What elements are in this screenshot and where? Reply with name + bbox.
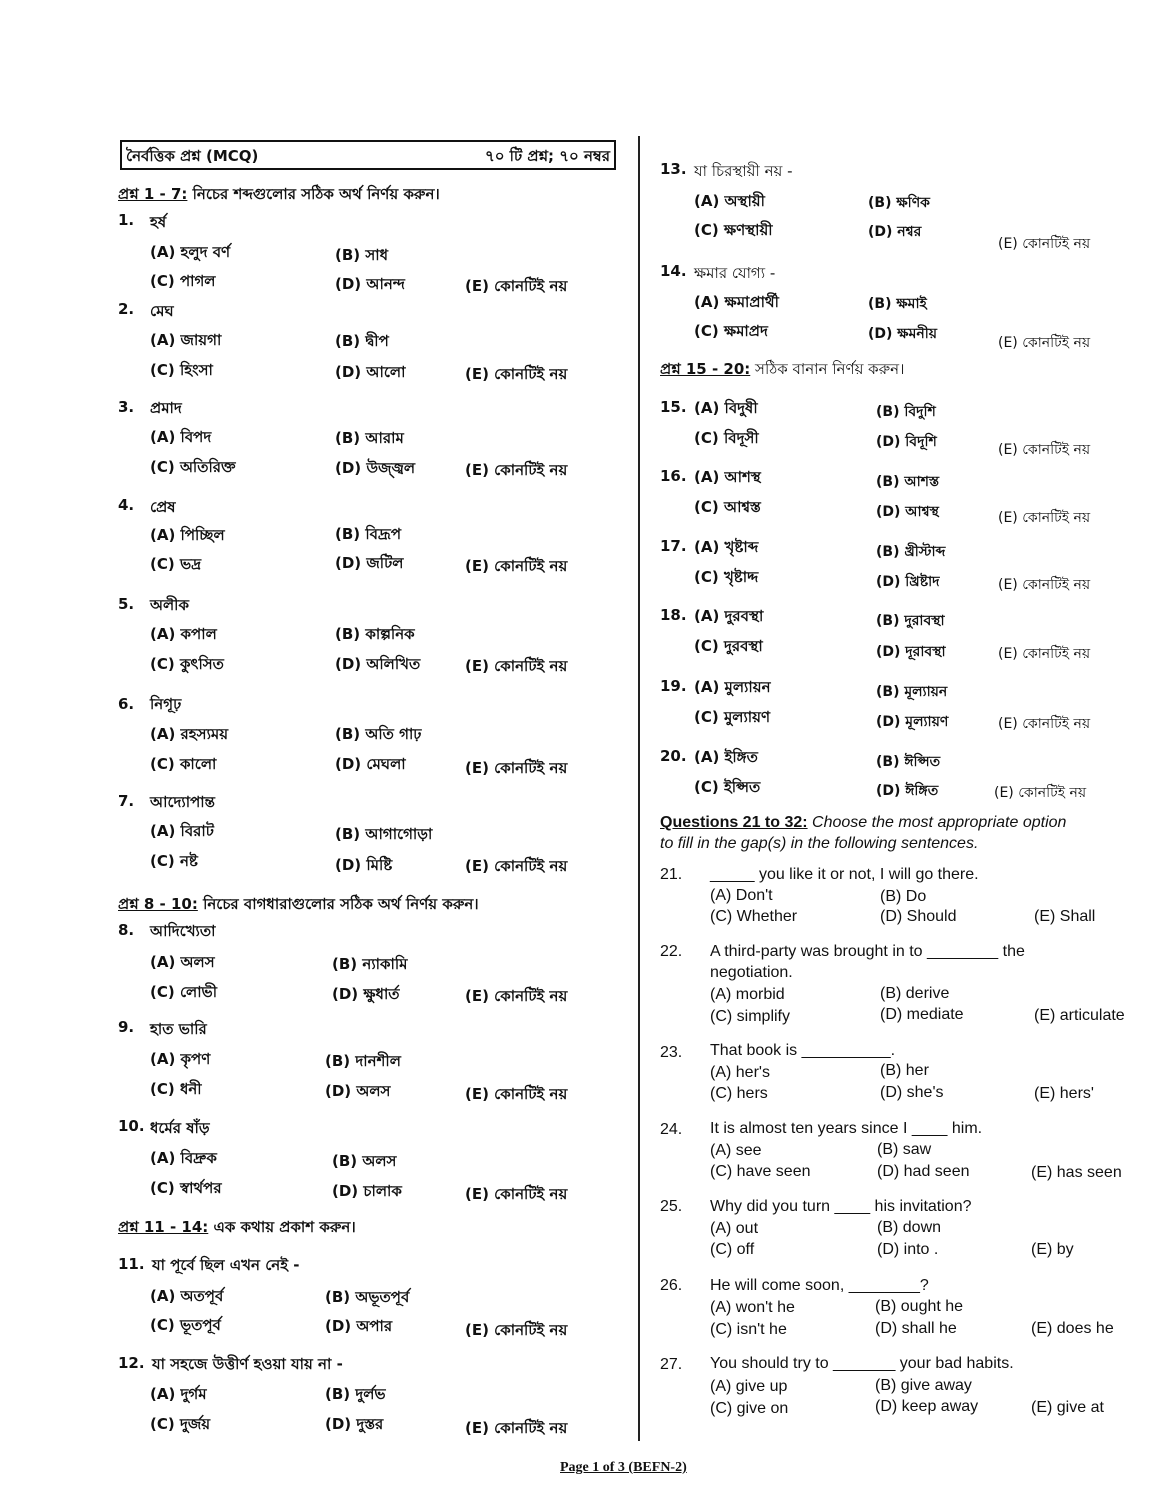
option-a: (A) কপাল (150, 625, 217, 643)
header-right-text: ৭০ টি প্রশ্ন; ৭০ নম্বর (484, 147, 610, 165)
option-e: (E) কোনটিই নয় (465, 759, 568, 777)
option-d: (D) দূরাবস্থা (876, 644, 946, 660)
section-heading-1 (118, 183, 440, 208)
option-a: (A) her's (710, 1064, 770, 1081)
option-d: (D) মূল্যায়ণ (876, 714, 949, 730)
question-number: 3. (118, 398, 135, 416)
section-instruction: সঠিক বানান নির্ণয় করুন। (750, 360, 905, 378)
option-a: (A) বিরাট (150, 822, 214, 840)
option-a: (A) কৃপণ (150, 1050, 211, 1068)
option-c: (C) আশ্বস্ত (694, 498, 761, 516)
question-text: Why did you turn ____ his invitation? (710, 1198, 972, 1215)
section-heading-3 (118, 1216, 356, 1241)
option-e: (E) কোনটিই নয় (998, 236, 1091, 252)
section-heading-2 (118, 893, 479, 918)
option-c: (C) অতিরিক্ত (150, 458, 236, 476)
option-e: (E) কোনটিই নয় (998, 716, 1091, 732)
option-c: (C) ভূতপূর্ব (150, 1316, 221, 1334)
question-text: It is almost ten years since I ____ him. (710, 1120, 983, 1137)
option-c: (C) কালো (150, 755, 217, 773)
option-e: (E) কোনটিই নয় (998, 510, 1091, 526)
option-e: (E) hers' (1034, 1085, 1094, 1102)
question-number: 13. (660, 160, 687, 178)
option-b: (B) saw (877, 1141, 932, 1158)
option-a: (A) মুল্যায়ন (694, 678, 771, 696)
question-number: 12. (118, 1354, 145, 1372)
english-section-heading (660, 814, 1066, 832)
question-number: 7. (118, 792, 135, 810)
option-c: (C) পাগল (150, 272, 216, 290)
option-d: (D) ক্ষুধার্ত (332, 985, 400, 1003)
question-number: 22. (660, 943, 683, 960)
question-text: যা চিরস্থায়ী নয় - (694, 162, 793, 180)
column-divider (638, 136, 640, 1441)
option-a: (A) morbid (710, 986, 785, 1003)
option-b: (B) কাল্পনিক (335, 625, 415, 643)
option-a: (A) ইঙ্গিত (694, 748, 758, 766)
option-a: (A) বিপদ (150, 428, 212, 446)
option-a: (A) out (710, 1220, 759, 1237)
option-d: (D) shall he (875, 1320, 957, 1337)
option-d: (D) Should (880, 908, 957, 925)
section-range: প্রশ্ন 15 - 20: (660, 360, 751, 378)
option-b: (B) খ্রীস্টাব্দ (876, 544, 946, 560)
section-instruction: নিচের শব্দগুলোর সঠিক অর্থ নির্ণয় করুন। (187, 185, 440, 203)
option-a: (A) পিচ্ছিল (150, 526, 225, 544)
option-d: (D) চালাক (332, 1182, 402, 1200)
option-d: (D) দুস্তর (325, 1415, 384, 1433)
option-c: (C) খৃষ্টাদ্দ (694, 568, 759, 586)
question-text: যা সহজে উত্তীর্ণ হওয়া যায় না - (152, 1355, 343, 1373)
option-b: (B) derive (880, 985, 950, 1002)
option-e: (E) কোনটিই নয় (465, 1185, 568, 1203)
option-a: (A) দুরবস্থা (694, 607, 764, 625)
option-c: (C) Whether (710, 908, 798, 925)
question-number: 24. (660, 1121, 683, 1138)
option-c: (C) have seen (710, 1163, 811, 1180)
option-c: (C) ক্ষমাপ্রদ (694, 322, 768, 340)
question-text: He will come soon, ________? (710, 1277, 929, 1294)
option-b: (B) আশস্ত (876, 474, 940, 490)
question-number: 17. (660, 537, 687, 555)
option-b: (B) আগাগোড়া (335, 825, 433, 843)
option-b: (B) ন্যাকামি (332, 955, 408, 973)
option-e: (E) কোনটিই নয় (465, 557, 568, 575)
option-e: (E) কোনটিই নয় (994, 785, 1087, 801)
option-d: (D) আনন্দ (335, 275, 405, 293)
option-c: (C) ইপ্সিত (694, 778, 761, 796)
option-c: (C) off (710, 1241, 755, 1258)
question-number: 21. (660, 866, 683, 883)
option-d: (D) খ্রিষ্টাদ (876, 574, 940, 590)
option-b: (B) অলস (332, 1152, 397, 1170)
question-number: 23. (660, 1044, 683, 1061)
option-d: (D) নশ্বর (868, 224, 922, 240)
question-number: 15. (660, 398, 687, 416)
option-a: (A) give up (710, 1378, 788, 1395)
question-number: 19. (660, 677, 687, 695)
option-b: (B) আরাম (335, 429, 404, 447)
option-c: (C) ক্ষণস্থায়ী (694, 221, 773, 239)
header-left-text: নৈর্বত্তিক প্রশ্ন (MCQ) (126, 147, 259, 165)
option-d: (D) mediate (880, 1006, 964, 1023)
question-text: যা পূর্বে ছিল এখন নেই - (152, 1256, 300, 1274)
mcq-header (120, 140, 616, 170)
option-a: (A) আশস্থ (694, 468, 761, 486)
option-a: (A) দুর্গম (150, 1385, 207, 1403)
question-number: 1. (118, 211, 135, 229)
option-e: (E) Shall (1034, 908, 1096, 925)
option-a: (A) অতপূর্ব (150, 1287, 224, 1305)
option-b: (B) অভূতপূর্ব (325, 1288, 410, 1306)
option-d: (D) জটিল (335, 554, 404, 572)
option-a: (A) Don't (710, 887, 773, 904)
option-b: (B) বিদ্রূপ (335, 525, 402, 543)
option-d: (D) অপার (325, 1317, 393, 1335)
option-b: (B) ক্ষণিক (868, 195, 930, 211)
option-d: (D) had seen (877, 1163, 970, 1180)
question-text: A third-party was brought in to ________ the (710, 943, 1025, 960)
option-b: (B) অতি গাঢ় (335, 725, 422, 743)
option-b: (B) মূল্যায়ন (876, 684, 948, 700)
section-instruction-cont: to fill in the gap(s) in the following sentences. (660, 835, 979, 852)
option-a: (A) অস্থায়ী (694, 192, 765, 210)
option-c: (C) লোভী (150, 983, 218, 1001)
question-number: 4. (118, 496, 135, 514)
question-number: 5. (118, 595, 135, 613)
option-d: (D) ক্ষমনীয় (868, 326, 938, 342)
option-d: (D) অলিখিত (335, 655, 421, 673)
question-text: ধর্মের ষাঁড় (150, 1119, 210, 1137)
option-a: (A) হলুদ বর্ণ (150, 243, 231, 261)
question-text-cont: negotiation. (710, 964, 793, 981)
option-e: (E) কোনটিই নয় (465, 461, 568, 479)
question-number: 10. (118, 1117, 145, 1135)
option-a: (A) অলস (150, 953, 215, 971)
section-range: Questions 21 to 32: (660, 814, 808, 831)
option-e: (E) by (1031, 1241, 1074, 1258)
option-b: (B) সাধ (335, 246, 389, 264)
option-c: (C) মুল্যায়ণ (694, 708, 771, 726)
question-text: হাত ভারি (150, 1020, 207, 1038)
option-a: (A) won't he (710, 1299, 795, 1316)
question-text: মেঘ (150, 302, 174, 320)
option-c: (C) ভদ্র (150, 555, 202, 573)
question-text: ক্ষমার যোগ্য - (694, 264, 776, 282)
option-b: (B) ought he (875, 1298, 964, 1315)
page-footer: Page 1 of 3 (BEFN-2) (560, 1460, 687, 1475)
option-e: (E) কোনটিই নয় (465, 1419, 568, 1437)
section-range: প্রশ্ন 11 - 14: (118, 1218, 209, 1236)
option-e: (E) কোনটিই নয় (465, 987, 568, 1005)
option-c: (C) give on (710, 1400, 789, 1417)
question-text: You should try to _______ your bad habits. (710, 1355, 1014, 1372)
option-e: (E) কোনটিই নয় (465, 1085, 568, 1103)
question-text: অলীক (150, 596, 189, 614)
option-b: (B) দুর্লভ (325, 1385, 386, 1403)
option-a: (A) রহস্যময় (150, 725, 229, 743)
option-c: (C) স্বার্থপর (150, 1179, 222, 1197)
option-e: (E) has seen (1031, 1164, 1122, 1181)
option-b: (B) Do (880, 888, 927, 905)
question-number: 18. (660, 606, 687, 624)
option-d: (D) বিদূশি (876, 434, 937, 450)
question-number: 9. (118, 1018, 135, 1036)
option-c: (C) বিদূসী (694, 429, 759, 447)
question-number: 20. (660, 747, 687, 765)
option-d: (D) মিষ্টি (335, 856, 393, 874)
option-b: (B) দ্বীপ (335, 332, 389, 350)
option-d: (D) উজ্জ্বল (335, 459, 416, 477)
section-range: প্রশ্ন 1 - 7: (118, 185, 188, 203)
option-b: (B) give away (875, 1377, 972, 1394)
option-c: (C) দুরবস্থা (694, 637, 763, 655)
option-a: (A) see (710, 1142, 762, 1159)
option-c: (C) ধনী (150, 1080, 202, 1098)
question-number: 6. (118, 695, 135, 713)
question-number: 16. (660, 467, 687, 485)
option-c: (C) দুর্জয় (150, 1415, 211, 1433)
section-instruction: Choose the most appropriate option (807, 814, 1067, 831)
option-e: (E) কোনটিই নয় (998, 646, 1091, 662)
question-text: _____ you like it or not, I will go there. (710, 866, 979, 883)
english-section-heading-line2 (660, 835, 978, 853)
option-a: (A) খৃষ্টাব্দ (694, 538, 759, 556)
option-d: (D) মেঘলা (335, 755, 406, 773)
option-c: (C) নষ্ট (150, 852, 198, 870)
question-number: 11. (118, 1255, 145, 1273)
option-d: (D) into . (877, 1241, 939, 1258)
option-d: (D) she's (880, 1084, 944, 1101)
option-e: (E) does he (1031, 1320, 1114, 1337)
option-e: (E) কোনটিই নয় (465, 857, 568, 875)
section-instruction: নিচের বাগধারাগুলোর সঠিক অর্থ নির্ণয় করুন। (197, 895, 479, 913)
option-a: (A) জায়গা (150, 331, 222, 349)
question-number: 14. (660, 262, 687, 280)
option-c: (C) কুৎসিত (150, 655, 224, 673)
question-text: আদিখ্যেতা (150, 922, 216, 940)
option-b: (B) দুরাবস্থা (876, 613, 945, 629)
option-e: (E) কোনটিই নয় (998, 335, 1091, 351)
option-a: (A) ক্ষমাপ্রার্থী (694, 293, 779, 311)
option-b: (B) her (880, 1062, 929, 1079)
question-number: 2. (118, 300, 135, 318)
option-b: (B) down (877, 1219, 942, 1236)
option-e: (E) articulate (1034, 1007, 1125, 1024)
option-e: (E) give at (1031, 1399, 1104, 1416)
option-b: (B) দানশীল (325, 1052, 401, 1070)
option-a: (A) বিদুষী (694, 399, 758, 417)
option-d: (D) ঈঙ্গিত (876, 783, 939, 799)
option-c: (C) হিংসা (150, 361, 213, 379)
option-c: (C) simplify (710, 1008, 790, 1025)
option-b: (B) বিদুশি (876, 404, 936, 420)
option-c: (C) hers (710, 1085, 768, 1102)
question-number: 8. (118, 921, 135, 939)
option-b: (B) ক্ষমাই (868, 296, 927, 312)
question-text: হর্ষ (150, 213, 167, 231)
question-number: 25. (660, 1198, 683, 1215)
question-number: 27. (660, 1356, 683, 1373)
option-d: (D) অলস (325, 1082, 391, 1100)
section-range: প্রশ্ন 8 - 10: (118, 895, 198, 913)
option-d: (D) আশ্বস্থ (876, 504, 939, 520)
option-d: (D) আলো (335, 363, 406, 381)
question-text: নিগূঢ় (150, 695, 182, 713)
option-c: (C) isn't he (710, 1321, 787, 1338)
question-number: 26. (660, 1277, 683, 1294)
option-e: (E) কোনটিই নয় (998, 442, 1091, 458)
option-e: (E) কোনটিই নয় (465, 657, 568, 675)
option-d: (D) keep away (875, 1398, 979, 1415)
option-e: (E) কোনটিই নয় (465, 277, 568, 295)
option-a: (A) বিদ্রুক (150, 1149, 217, 1167)
section-heading-4 (660, 358, 905, 383)
option-e: (E) কোনটিই নয় (465, 365, 568, 383)
question-text: প্রেষ (150, 498, 176, 516)
question-text: প্রমাদ (150, 399, 182, 417)
question-text: আদ্যোপান্ত (150, 793, 215, 811)
option-e: (E) কোনটিই নয় (998, 577, 1091, 593)
section-instruction: এক কথায় প্রকাশ করুন। (208, 1218, 356, 1236)
option-e: (E) কোনটিই নয় (465, 1321, 568, 1339)
question-text: That book is __________. (710, 1042, 896, 1059)
option-b: (B) ঈপ্সিত (876, 754, 941, 770)
